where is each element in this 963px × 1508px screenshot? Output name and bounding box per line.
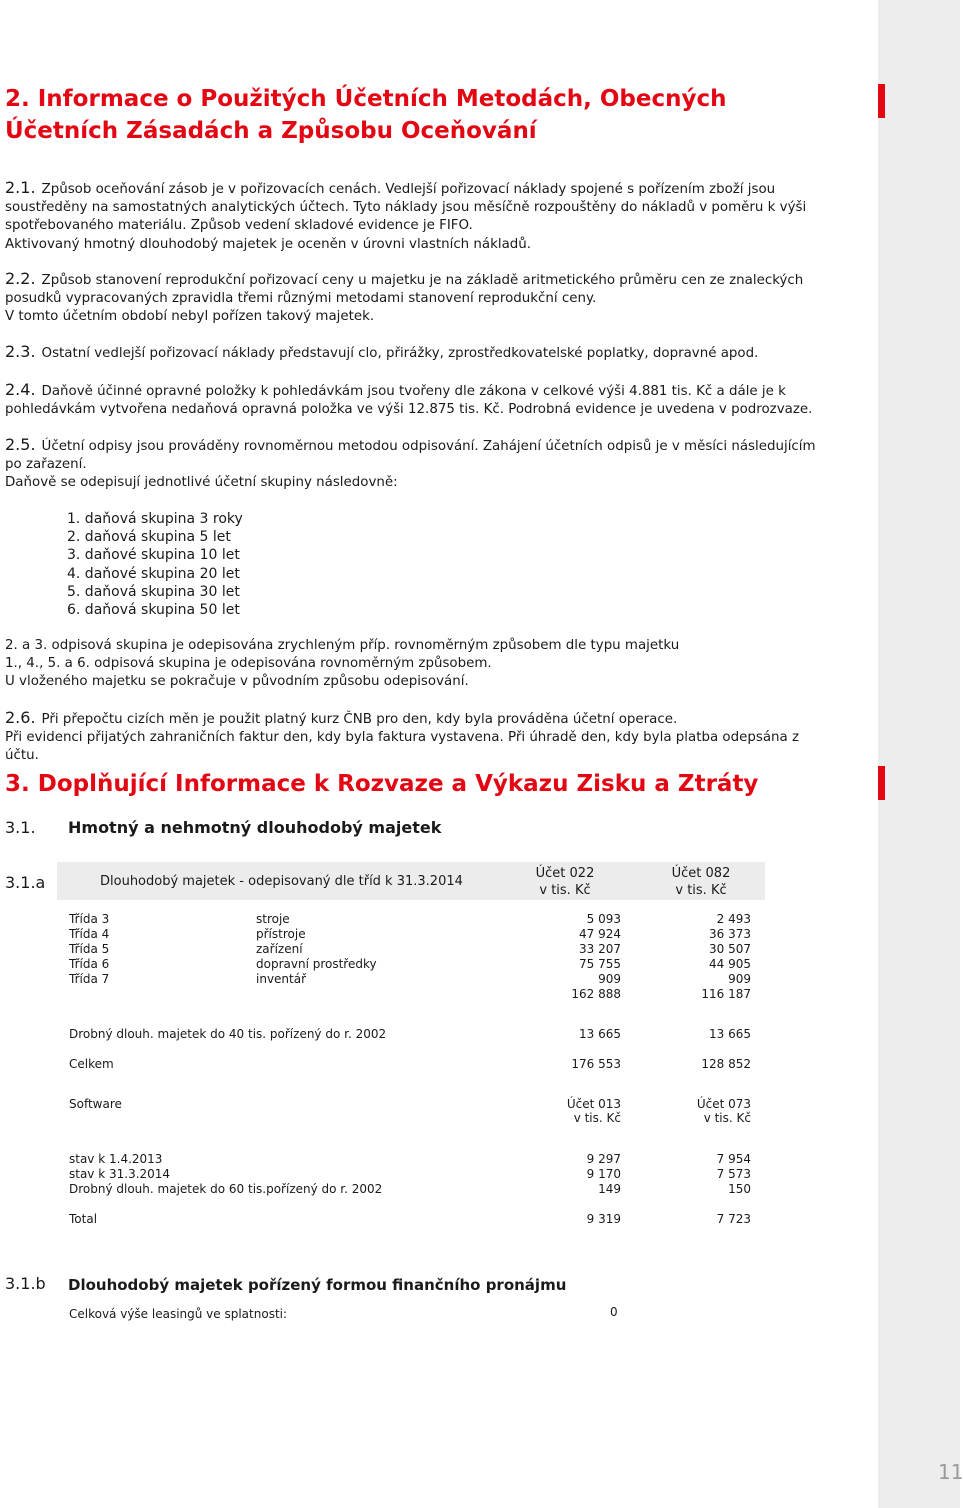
section-number: 3.1. [5,818,36,837]
table-row [69,927,759,942]
cell-desc: Software [69,1097,122,1111]
column-header-022 [525,865,605,899]
cell-desc: zařízení [256,942,303,956]
page-sidebar [878,0,960,1508]
cell-class: Třída 6 [69,957,110,971]
cell-value-1: 909 [598,972,621,986]
cell-value-2: 44 905 [709,957,751,971]
list-item: 6. daňová skupina 50 let [67,602,240,619]
section-2-5-after [5,637,820,692]
cell-desc: Drobný dlouh. majetek do 60 tis.pořízený do r. 2002 [69,1182,383,1196]
paragraph-text: Daňově se odepisují jednotlivé účetní skupiny následovně: [5,475,398,491]
cell-desc: inventář [256,972,307,986]
cell-class: Třída 5 [69,942,110,956]
section-marker-2 [878,84,885,118]
column-header-line: Účet 073 [696,1097,751,1111]
paragraph-text: Při přepočtu cizích měn je použit platný kurz ČNB pro den, kdy byla prováděna účetní operace. [41,712,678,727]
column-header-line: v tis. Kč [573,1111,621,1125]
section-number: 2.2. [5,269,36,288]
cell-value-1: 9 297 [586,1152,621,1166]
software-header-013 [549,1097,621,1125]
list-item: 1. daňová skupina 3 roky [67,511,243,527]
cell-value-1: 75 755 [579,957,621,971]
column-header-line: Účet 022 [535,866,595,881]
heading-line-2: Účetních Zásadách a Způsobu Oceňování [5,118,537,144]
cell-value-1: 13 665 [579,1027,621,1041]
table-row-drobny [69,1027,759,1042]
column-header-line: Účet 082 [671,866,731,881]
table-header [57,862,765,900]
cell-value-2: 150 [728,1182,751,1196]
leasing-value: 0 [610,1305,618,1319]
paragraph-text: Při evidenci přijatých zahraničních faktur den, kdy byla faktura vystavena. Při úhradě den, kdy byla platba odepsána z účtu. [5,730,800,764]
cell-value-2: 909 [728,972,751,986]
cell-value-1: 149 [598,1182,621,1196]
cell-value-2: 7 723 [716,1212,751,1226]
heading-line-1: 2. Informace o Použitých Účetních Metodách, Obecných [5,86,727,112]
cell-value-2: 13 665 [709,1027,751,1041]
cell-value-2: 36 373 [709,927,751,941]
section-title: Dlouhodobý majetek pořízený formou finančního pronájmu [68,1276,567,1294]
paragraph-text: 2. a 3. odpisová skupina je odepisována zrychleným příp. rovnoměrným způsobem dle typu majetku [5,638,680,653]
table-title: Dlouhodobý majetek - odepisovaný dle tříd k 31.3.2014 [100,874,463,889]
section-2-6 [5,709,820,766]
column-header-line: v tis. Kč [539,883,591,898]
software-header-073 [679,1097,751,1125]
cell-value-1: 5 093 [586,912,621,926]
section-2-heading [5,83,727,147]
list-item: 4. daňové skupina 20 let [67,565,240,582]
cell-desc: dopravní prostředky [256,957,377,971]
paragraph-text: Ostatní vedlejší pořizovací náklady představují clo, přirážky, zprostředkovatelské poplatky, dopravné apod. [41,346,759,361]
cell-value-2: 7 573 [716,1167,751,1181]
cell-desc: Total [69,1212,98,1226]
section-title: Hmotný a nehmotný dlouhodobý majetek [68,818,442,837]
cell-value-1: 162 888 [571,987,621,1001]
cell-desc: stroje [256,912,290,926]
section-2-3 [5,343,820,363]
section-3-1 [5,818,442,837]
table-row-total [69,1212,759,1227]
section-number: 2.3. [5,342,36,361]
cell-desc: Celkem [69,1057,114,1071]
cell-value-2: 2 493 [716,912,751,926]
section-marker-3 [878,766,885,800]
section-2-1 [5,179,820,254]
section-2-4 [5,381,820,419]
column-header-line: v tis. Kč [703,1111,751,1125]
depreciation-groups-list [67,510,243,619]
table-row [69,1167,759,1182]
section-3-1-b [5,1274,567,1294]
paragraph-text: Účetní odpisy jsou prováděny rovnoměrnou metodou odpisování. Zahájení účetních odpisů je v měsíci následujícím po zařazení. [5,439,816,473]
list-item: 5. daňová skupina 30 let [67,583,240,600]
section-2-2 [5,270,820,327]
leasing-label: Celková výše leasingů ve splatnosti: [69,1307,288,1321]
section-3-heading: 3. Doplňující Informace k Rozvaze a Výkazu Zisku a Ztráty [5,771,759,797]
cell-value-1: 9 170 [586,1167,621,1181]
cell-class: Třída 7 [69,972,110,986]
section-number: 3.1.b [5,1274,46,1293]
section-number: 2.4. [5,380,36,399]
section-2-5 [5,436,820,493]
cell-value-1: 9 319 [586,1212,621,1226]
table-row-software [69,1097,759,1127]
cell-value-1: 176 553 [571,1057,621,1071]
cell-value-1: 47 924 [579,927,621,941]
paragraph-text: Aktivovaný hmotný dlouhodobý majetek je oceněn v úrovni vlastních nákladů. [5,236,532,252]
paragraph-text: Způsob oceňování zásob je v pořizovacích cenách. Vedlejší pořizovací náklady spojené s pořízením zboží jsou soustředěny na samostatných analytických účtech. Tyto náklady jsou měsíčně rozpouštěny do nákladů v poměru k výši spotřebovaného materiálu. Způsob vedení skladové evidence je FIFO. [5,182,807,234]
cell-value-1: 33 207 [579,942,621,956]
page-number: 11 [938,1460,963,1484]
list-item: 2. daňová skupina 5 let [67,529,231,546]
paragraph-text: U vloženého majetku se pokračuje v původním způsobu odepisování. [5,674,469,690]
cell-value-2: 116 187 [701,987,751,1001]
table-row [69,972,759,987]
leasing-row [69,1305,618,1321]
table-row [69,1182,759,1197]
cell-desc: Drobný dlouh. majetek do 40 tis. pořízený do r. 2002 [69,1027,387,1041]
cell-desc: stav k 31.3.2014 [69,1167,171,1181]
table-row-celkem [69,1057,759,1072]
table-row [69,957,759,972]
cell-value-2: 7 954 [716,1152,751,1166]
table-row [69,1152,759,1167]
column-header-line: Účet 013 [566,1097,621,1111]
table-row-subtotal [69,987,759,1002]
section-3-1-a-number: 3.1.a [5,873,46,892]
paragraph-text: Daňově účinné opravné položky k pohledávkám jsou tvořeny dle zákona v celkové výši 4.881 tis. Kč a dále je k pohledávkám vytvořena nedaňová opravná položka ve výši 12.875 tis. Kč. Podrobná evidence je uvedena v podrozvaze. [5,384,813,418]
table-row [69,912,759,927]
paragraph-text: Způsob stanovení reprodukční pořizovací ceny u majetku je na základě aritmetického průměru cen ze znaleckých posudků vypracovaných zpravidla třemi různými metodami stanovení reprodukční ceny. [5,273,804,307]
cell-value-2: 128 852 [701,1057,751,1071]
cell-class: Třída 4 [69,927,110,941]
list-item: 3. daňové skupina 10 let [67,547,240,564]
paragraph-text: V tomto účetním období nebyl pořízen takový majetek. [5,309,375,325]
cell-desc: stav k 1.4.2013 [69,1152,163,1166]
section-number: 2.1. [5,178,36,197]
section-number: 2.5. [5,435,36,454]
cell-value-2: 30 507 [709,942,751,956]
column-header-082 [661,865,741,899]
paragraph-text: 1., 4., 5. a 6. odpisová skupina je odepisována rovnoměrným způsobem. [5,656,492,672]
table-row [69,942,759,957]
section-number: 2.6. [5,708,36,727]
cell-class: Třída 3 [69,912,110,926]
column-header-line: v tis. Kč [675,883,727,898]
cell-desc: přístroje [256,927,306,941]
